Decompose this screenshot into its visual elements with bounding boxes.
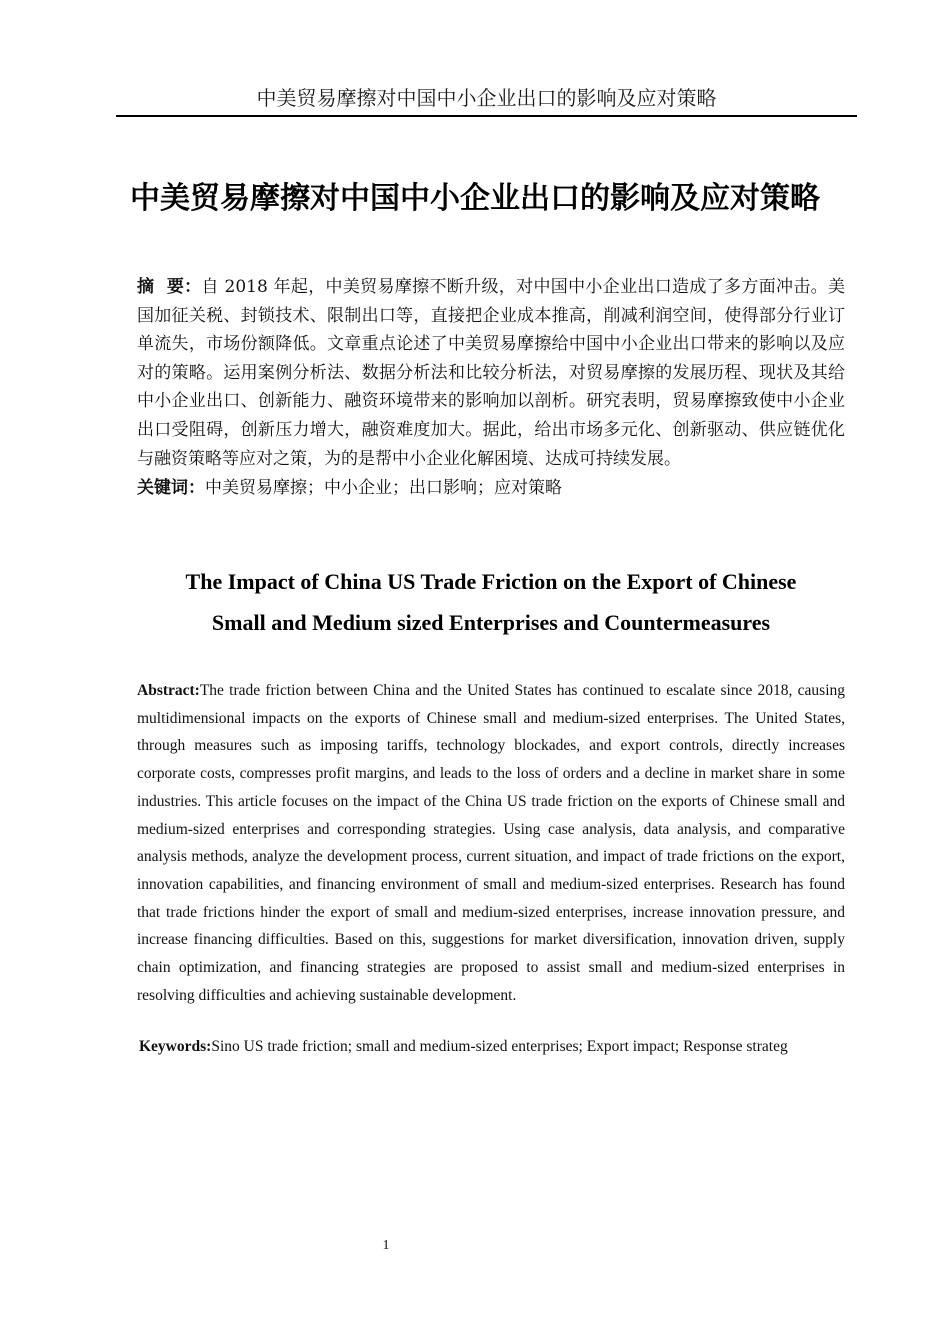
abstract-en-text: The trade friction between China and the United States has continued to escalate since 2018, causing multidimensional impacts on the exports of Chinese small and medium-sized enterprises. The United States, through measures such as imposing tariffs, technology blockades, and export controls, directly increases corporate costs, compresses profit margins, and leads to the loss of orders and a decline in market share in some industries. This article focuses on the impact of the China US trade friction on the exports of Chinese small and medium-sized enterprises and corresponding strategies. Using case analysis, data analysis, and comparative analysis methods, analyze the development process, current situation, and impact of trade frictions on the export, innovation capabilities, and financing environment of small and medium-sized enterprises. Research has found that trade frictions hinder the export of small and medium-sized enterprises, increase innovation pressure, and increase financing difficulties. Based on this, suggestions for market diversification, innovation driven, supply chain optimization, and financing strategies are proposed to assist small and medium-sized enterprises in resolving difficulties and achieving sustainable development. bbox=[137, 682, 845, 1004]
keywords-zh-text: 中美贸易摩擦；中小企业；出口影响；应对策略 bbox=[205, 478, 562, 498]
article-title-en bbox=[121, 561, 861, 643]
page-number: 1 bbox=[382, 1238, 390, 1253]
article-title-en-line1: The Impact of China US Trade Friction on the Export of Chinese bbox=[185, 569, 797, 594]
keywords-en-line bbox=[139, 1033, 939, 1061]
abstract-en-paragraph bbox=[137, 677, 845, 1009]
keywords-zh-line bbox=[137, 474, 877, 503]
keywords-en-text: Sino US trade friction; small and medium-sized enterprises; Export impact; Response strateg bbox=[211, 1038, 788, 1055]
abstract-zh-label: 摘 要： bbox=[137, 277, 202, 297]
article-title-en-line2: Small and Medium sized Enterprises and Countermeasures bbox=[211, 610, 771, 635]
abstract-zh-text: 自 2018 年起，中美贸易摩擦不断升级，对中国中小企业出口造成了多方面冲击。美国加征关税、封锁技术、限制出口等，直接把企业成本推高，削减利润空间，使得部分行业订单流失，市场份额降低。文章重点论述了中美贸易摩擦给中国中小企业出口带来的影响以及应对的策略。运用案例分析法、数据分析法和比较分析法，对贸易摩擦的发展历程、现状及其给中小企业出口、创新能力、融资环境带来的影响加以剖析。研究表明，贸易摩擦致使中小企业出口受阻碍，创新压力增大，融资难度加大。据此，给出市场多元化、创新驱动、供应链优化与融资策略等应对之策，为的是帮中小企业化解困境、达成可持续发展。 bbox=[137, 277, 845, 469]
article-title-zh: 中美贸易摩擦对中国中小企业出口的影响及应对策略 bbox=[130, 181, 820, 216]
keywords-zh-label: 关键词： bbox=[137, 478, 205, 498]
running-header: 中美贸易摩擦对中国中小企业出口的影响及应对策略 bbox=[116, 86, 857, 117]
abstract-en-label: Abstract: bbox=[137, 682, 200, 699]
abstract-zh-paragraph bbox=[137, 273, 845, 473]
keywords-en-label: Keywords: bbox=[139, 1038, 212, 1055]
